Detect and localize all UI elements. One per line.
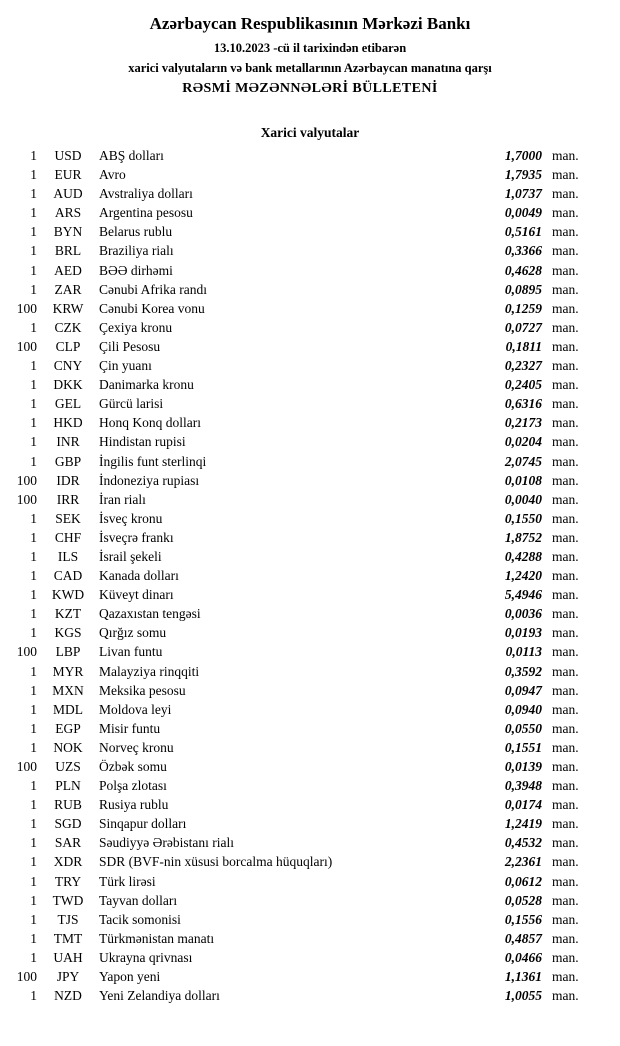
rate-row	[2, 165, 586, 184]
unit-label: man.	[552, 453, 579, 469]
currency-code: BYN	[53, 224, 83, 240]
rate-value: 0,0895	[504, 281, 542, 297]
unit-label: man.	[552, 568, 579, 584]
quantity: 100	[16, 491, 37, 507]
rate-row	[2, 318, 586, 337]
currency-code: JPY	[56, 969, 80, 985]
rate-value: 1,0055	[504, 988, 542, 1004]
currency-name: İndoneziya rupiası	[99, 472, 200, 488]
quantity: 1	[30, 148, 37, 163]
currency-name: Tacik somonisi	[99, 911, 181, 927]
rate-row	[2, 891, 586, 910]
subtitle-line: xarici valyutaların və bank metallarının Azərbaycan manatına qarşı	[128, 61, 492, 75]
currency-code: XDR	[53, 854, 83, 870]
quantity: 1	[30, 625, 37, 641]
rate-value: 0,6316	[504, 396, 542, 412]
rate-value: 1,7000	[504, 148, 542, 163]
unit-label: man.	[552, 854, 579, 870]
currency-code: TMT	[53, 930, 83, 946]
rate-value: 0,1556	[504, 911, 542, 927]
rate-row	[2, 662, 586, 681]
currency-code: RUB	[54, 797, 82, 813]
currency-name: Belarus rublu	[99, 224, 173, 240]
currency-name: Sinqapur dolları	[99, 816, 187, 832]
currency-name: İran rialı	[99, 491, 146, 507]
rate-row	[2, 929, 586, 948]
unit-label: man.	[552, 701, 579, 717]
rate-row	[2, 986, 586, 1005]
rate-value: 1,8752	[504, 529, 542, 545]
rate-row	[2, 757, 586, 776]
currency-code: MYR	[52, 663, 84, 679]
currency-name: Çin yuanı	[99, 358, 152, 374]
rate-row	[2, 452, 586, 471]
currency-name: İngilis funt sterlinqi	[99, 453, 207, 469]
rate-value: 0,2327	[504, 358, 542, 374]
unit-label: man.	[552, 491, 579, 507]
rate-row	[2, 222, 586, 241]
rate-row	[2, 337, 586, 356]
quantity: 1	[30, 358, 37, 374]
currency-code: GBP	[54, 453, 82, 469]
quantity: 1	[30, 319, 37, 335]
rate-value: 1,2419	[504, 816, 542, 832]
currency-name: ABŞ dolları	[99, 148, 164, 163]
rate-row	[2, 910, 586, 929]
rate-row	[2, 547, 586, 566]
currency-code: MDL	[53, 701, 83, 717]
quantity: 1	[30, 835, 37, 851]
bulletin-title: RƏSMİ MƏZƏNNƏLƏRİ BÜLLETENİ	[182, 81, 438, 96]
rate-value: 1,1361	[504, 969, 542, 985]
currency-code: EGP	[55, 720, 81, 736]
currency-code: INR	[56, 434, 80, 450]
quantity: 1	[30, 205, 37, 221]
rate-value: 0,0108	[504, 472, 542, 488]
currency-code: CZK	[54, 319, 82, 335]
currency-name: Küveyt dinarı	[99, 587, 174, 603]
rates-table	[0, 146, 620, 1005]
rate-value: 0,0193	[504, 625, 542, 641]
quantity: 100	[16, 300, 37, 316]
bank-name-title: Azərbaycan Respublikasının Mərkəzi Bankı	[149, 14, 471, 33]
quantity: 1	[30, 797, 37, 813]
rate-value: 0,0049	[504, 205, 542, 221]
rate-value: 0,0947	[504, 682, 542, 698]
unit-label: man.	[552, 472, 579, 488]
rate-value: 0,0940	[504, 701, 542, 717]
currency-code: HKD	[53, 415, 83, 431]
unit-label: man.	[552, 663, 579, 679]
rate-row	[2, 967, 586, 986]
currency-name: Gürcü larisi	[99, 396, 164, 412]
quantity: 100	[16, 644, 37, 660]
rate-value: 0,1259	[504, 300, 542, 316]
quantity: 1	[30, 568, 37, 584]
quantity: 1	[30, 548, 37, 564]
currency-name: Tayvan dolları	[99, 892, 178, 908]
currency-code: EUR	[54, 167, 82, 183]
rate-row	[2, 623, 586, 642]
rate-row	[2, 719, 586, 738]
quantity: 1	[30, 415, 37, 431]
unit-label: man.	[552, 377, 579, 393]
currency-name: Kanada dolları	[99, 568, 179, 584]
quantity: 1	[30, 186, 37, 202]
rate-value: 0,2173	[504, 415, 542, 431]
rate-row	[2, 872, 586, 891]
currency-code: AED	[54, 262, 82, 278]
quantity: 1	[30, 720, 37, 736]
currency-name: Türk lirəsi	[99, 873, 156, 889]
rate-value: 2,0745	[504, 453, 542, 469]
quantity: 1	[30, 854, 37, 870]
rate-row	[2, 700, 586, 719]
rate-row	[2, 375, 586, 394]
quantity: 1	[30, 739, 37, 755]
unit-label: man.	[552, 338, 579, 354]
currency-code: CHF	[54, 529, 82, 545]
currency-code: IDR	[56, 472, 80, 488]
unit-label: man.	[552, 949, 579, 965]
rate-row	[2, 948, 586, 967]
rate-row	[2, 299, 586, 318]
rate-value: 0,2405	[504, 377, 542, 393]
quantity: 1	[30, 243, 37, 259]
quantity: 100	[16, 759, 37, 774]
currency-code: DKK	[53, 377, 83, 393]
unit-label: man.	[552, 625, 579, 641]
unit-label: man.	[552, 739, 579, 755]
currency-name: Çili Pesosu	[99, 338, 161, 354]
rate-value: 1,0737	[504, 186, 542, 202]
rate-row	[2, 585, 586, 604]
unit-label: man.	[552, 281, 579, 297]
rate-value: 0,0139	[504, 759, 542, 774]
rate-value: 0,1550	[504, 510, 542, 526]
rate-row	[2, 795, 586, 814]
currency-name: Cənubi Afrika randı	[99, 281, 207, 297]
unit-label: man.	[552, 873, 579, 889]
quantity: 1	[30, 281, 37, 297]
currency-code: TRY	[54, 873, 82, 889]
rate-value: 0,0528	[504, 892, 542, 908]
currency-name: Braziliya rialı	[99, 243, 174, 259]
unit-label: man.	[552, 224, 579, 240]
rate-value: 1,7935	[504, 167, 542, 183]
quantity: 1	[30, 529, 37, 545]
unit-label: man.	[552, 205, 579, 221]
currency-name: Misir funtu	[99, 720, 161, 736]
currency-name: Ukrayna qrivnası	[99, 949, 193, 965]
unit-label: man.	[552, 529, 579, 545]
currency-name: Livan funtu	[99, 644, 163, 660]
quantity: 1	[30, 949, 37, 965]
rate-value: 0,4532	[504, 835, 542, 851]
quantity: 1	[30, 816, 37, 832]
rate-row	[2, 241, 586, 260]
document-header	[0, 14, 620, 97]
currency-code: SEK	[55, 510, 81, 526]
rate-row	[2, 432, 586, 451]
rate-value: 0,1811	[505, 338, 542, 354]
rate-value: 0,0040	[504, 491, 542, 507]
quantity: 1	[30, 930, 37, 946]
currency-name: SDR (BVF-nin xüsusi borcalma hüquqları)	[99, 854, 333, 870]
currency-code: PLN	[55, 778, 81, 794]
unit-label: man.	[552, 930, 579, 946]
rate-row	[2, 642, 586, 661]
rate-row	[2, 566, 586, 585]
currency-code: TJS	[57, 911, 79, 927]
currency-name: Rusiya rublu	[99, 797, 169, 813]
rate-value: 0,0204	[504, 434, 542, 450]
currency-code: SGD	[54, 816, 82, 832]
rate-value: 0,5161	[504, 224, 542, 240]
currency-name: Səudiyyə Ərəbistanı rialı	[99, 835, 234, 851]
unit-label: man.	[552, 759, 579, 774]
quantity: 1	[30, 167, 37, 183]
currency-code: CAD	[53, 568, 83, 584]
currency-code: LBP	[55, 644, 81, 660]
rate-row	[2, 184, 586, 203]
rate-row	[2, 280, 586, 299]
unit-label: man.	[552, 587, 579, 603]
quantity: 100	[16, 338, 37, 354]
currency-code: GEL	[54, 396, 82, 412]
currency-name: Qırğız somu	[99, 625, 167, 641]
quantity: 1	[30, 778, 37, 794]
currency-name: Cənubi Korea vonu	[99, 300, 205, 316]
quantity: 1	[30, 396, 37, 412]
unit-label: man.	[552, 548, 579, 564]
currency-name: Norveç kronu	[99, 739, 174, 755]
rate-row	[2, 203, 586, 222]
unit-label: man.	[552, 778, 579, 794]
currency-code: KRW	[52, 300, 84, 316]
currency-code: NOK	[53, 739, 83, 755]
currency-code: NZD	[54, 988, 82, 1004]
currency-code: BRL	[54, 243, 82, 259]
currency-code: TWD	[52, 892, 84, 908]
currency-code: SAR	[54, 835, 82, 851]
quantity: 1	[30, 510, 37, 526]
unit-label: man.	[552, 262, 579, 278]
rate-row	[2, 814, 586, 833]
rate-value: 2,2361	[504, 854, 542, 870]
quantity: 1	[30, 434, 37, 450]
rate-value: 5,4946	[504, 587, 542, 603]
currency-name: Özbək somu	[99, 759, 167, 774]
section-title-foreign-currencies: Xarici valyutalar	[260, 125, 360, 140]
currency-name: İsrail şekeli	[99, 548, 162, 564]
unit-label: man.	[552, 720, 579, 736]
rate-row	[2, 471, 586, 490]
unit-label: man.	[552, 510, 579, 526]
currency-code: IRR	[56, 491, 80, 507]
currency-code: AUD	[53, 186, 83, 202]
rate-value: 0,4857	[504, 930, 542, 946]
quantity: 1	[30, 701, 37, 717]
rate-value: 0,0174	[504, 797, 542, 813]
currency-code: UZS	[55, 759, 81, 774]
quantity: 1	[30, 892, 37, 908]
effective-date-line: 13.10.2023 -cü il tarixindən etibarən	[213, 41, 407, 55]
quantity: 1	[30, 988, 37, 1004]
rate-value: 0,1551	[504, 739, 542, 755]
quantity: 1	[30, 587, 37, 603]
rate-row	[2, 261, 586, 280]
rate-value: 0,0113	[505, 644, 542, 660]
rate-value: 1,2420	[504, 568, 542, 584]
currency-code: CLP	[55, 338, 81, 354]
unit-label: man.	[552, 682, 579, 698]
rate-value: 0,0550	[504, 720, 542, 736]
currency-name: Honq Konq dolları	[99, 415, 201, 431]
currency-name: Moldova leyi	[99, 701, 172, 717]
rate-row	[2, 394, 586, 413]
rate-value: 0,4628	[504, 262, 542, 278]
quantity: 1	[30, 682, 37, 698]
rate-value: 0,0727	[504, 319, 542, 335]
currency-code: CNY	[53, 358, 83, 374]
currency-name: Avro	[99, 167, 126, 183]
currency-code: ZAR	[54, 281, 82, 297]
quantity: 100	[16, 969, 37, 985]
currency-code: KGS	[54, 625, 82, 641]
rate-row	[2, 852, 586, 871]
currency-name: Türkmənistan manatı	[99, 930, 215, 946]
currency-code: ILS	[57, 548, 79, 564]
rate-row	[2, 528, 586, 547]
rate-value: 0,0612	[504, 873, 542, 889]
unit-label: man.	[552, 969, 579, 985]
currency-name: Hindistan rupisi	[99, 434, 186, 450]
currency-name: Qazaxıstan tengəsi	[99, 606, 201, 622]
currency-name: Meksika pesosu	[99, 682, 186, 698]
unit-label: man.	[552, 835, 579, 851]
rate-value: 0,3366	[504, 243, 542, 259]
currency-name: BƏƏ dirhəmi	[99, 262, 173, 278]
unit-label: man.	[552, 167, 579, 183]
quantity: 1	[30, 873, 37, 889]
rate-value: 0,3592	[504, 663, 542, 679]
rate-row	[2, 356, 586, 375]
rate-row	[2, 604, 586, 623]
rate-row	[2, 413, 586, 432]
rate-row	[2, 833, 586, 852]
unit-label: man.	[552, 358, 579, 374]
quantity: 1	[30, 911, 37, 927]
rate-row	[2, 146, 586, 165]
unit-label: man.	[552, 892, 579, 908]
currency-code: ARS	[54, 205, 82, 221]
currency-name: Yapon yeni	[99, 969, 161, 985]
rate-value: 0,0466	[504, 949, 542, 965]
rate-row	[2, 681, 586, 700]
currency-name: İsveç kronu	[99, 510, 163, 526]
unit-label: man.	[552, 644, 579, 660]
currency-code: MXN	[52, 682, 84, 698]
currency-code: KZT	[54, 606, 82, 622]
currency-name: Danimarka kronu	[99, 377, 194, 393]
unit-label: man.	[552, 300, 579, 316]
currency-name: Avstraliya dolları	[99, 186, 193, 202]
unit-label: man.	[552, 319, 579, 335]
currency-name: Yeni Zelandiya dolları	[99, 988, 220, 1004]
currency-code: USD	[54, 148, 82, 163]
unit-label: man.	[552, 186, 579, 202]
currency-code: KWD	[51, 587, 85, 603]
rate-value: 0,4288	[504, 548, 542, 564]
unit-label: man.	[552, 911, 579, 927]
quantity: 100	[16, 472, 37, 488]
quantity: 1	[30, 663, 37, 679]
rate-value: 0,3948	[504, 778, 542, 794]
rate-value: 0,0036	[504, 606, 542, 622]
unit-label: man.	[552, 434, 579, 450]
unit-label: man.	[552, 816, 579, 832]
rate-row	[2, 738, 586, 757]
quantity: 1	[30, 224, 37, 240]
currency-name: Argentina pesosu	[99, 205, 193, 221]
currency-code: UAH	[53, 949, 83, 965]
quantity: 1	[30, 262, 37, 278]
currency-name: Polşa zlotası	[99, 778, 167, 794]
currency-name: İsveçrə frankı	[99, 529, 174, 545]
unit-label: man.	[552, 243, 579, 259]
unit-label: man.	[552, 415, 579, 431]
unit-label: man.	[552, 606, 579, 622]
rate-row	[2, 490, 586, 509]
rate-row	[2, 776, 586, 795]
quantity: 1	[30, 377, 37, 393]
currency-name: Çexiya kronu	[99, 319, 173, 335]
unit-label: man.	[552, 148, 579, 163]
unit-label: man.	[552, 988, 579, 1004]
unit-label: man.	[552, 797, 579, 813]
unit-label: man.	[552, 396, 579, 412]
quantity: 1	[30, 453, 37, 469]
currency-name: Malayziya rinqqiti	[99, 663, 200, 679]
rate-row	[2, 509, 586, 528]
quantity: 1	[30, 606, 37, 622]
